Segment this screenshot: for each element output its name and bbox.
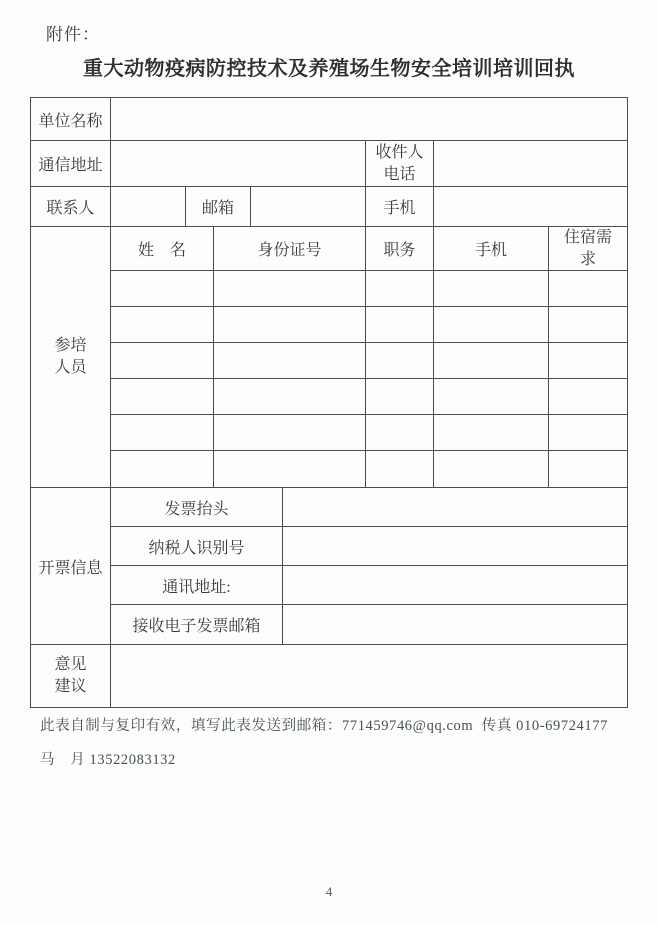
participant-cell bbox=[434, 343, 549, 378]
footer-note: 此表自制与复印有效，填写此表发送到邮箱：771459746@qq.com 传真 010-69724177 bbox=[40, 718, 608, 734]
invoice-taxid-label: 纳税人识别号 bbox=[111, 527, 283, 565]
contact-label: 联系人 bbox=[31, 187, 111, 226]
invoice-einvoice-email-label: 接收电子发票邮箱 bbox=[111, 605, 283, 644]
email-value bbox=[251, 187, 366, 226]
participant-cell bbox=[366, 307, 434, 342]
unit-name-label: 单位名称 bbox=[31, 98, 111, 140]
participant-row bbox=[111, 379, 627, 415]
participant-rows bbox=[111, 227, 627, 487]
attachment-label: 附件： bbox=[46, 25, 100, 44]
invoice-address-label: 通讯地址: bbox=[111, 566, 283, 604]
invoice-section bbox=[31, 488, 627, 645]
participant-cell bbox=[111, 451, 214, 487]
participants-section bbox=[31, 227, 627, 488]
participant-row bbox=[111, 271, 627, 307]
participant-cell bbox=[214, 307, 366, 342]
mobile-value bbox=[434, 187, 627, 226]
recipient-phone-value bbox=[434, 141, 627, 186]
participant-cell bbox=[549, 379, 627, 414]
participant-cell bbox=[111, 271, 214, 306]
invoice-row-address bbox=[111, 566, 627, 605]
participant-col-mobile: 手机 bbox=[434, 227, 549, 270]
participant-col-position: 职务 bbox=[366, 227, 434, 270]
invoice-title-value bbox=[283, 488, 627, 526]
participant-cell bbox=[214, 343, 366, 378]
participant-col-lodging-text: 住宿需求 bbox=[563, 228, 612, 268]
invoice-row-taxid bbox=[111, 527, 627, 566]
email-label: 邮箱 bbox=[186, 187, 251, 226]
participant-cell bbox=[434, 379, 549, 414]
participant-cell bbox=[111, 307, 214, 342]
participant-cell bbox=[366, 451, 434, 487]
participant-row bbox=[111, 415, 627, 451]
participant-cell bbox=[549, 343, 627, 378]
participant-cell bbox=[434, 307, 549, 342]
invoice-rows bbox=[111, 488, 627, 644]
page-title: 重大动物疫病防控技术及养殖场生物安全培训培训回执 bbox=[83, 58, 575, 80]
participant-cell bbox=[434, 415, 549, 450]
mailing-address-value bbox=[111, 141, 366, 186]
feedback-label-text: 意见建议 bbox=[54, 656, 87, 695]
participant-header-row bbox=[111, 227, 627, 271]
participant-row bbox=[111, 343, 627, 379]
form-table bbox=[30, 97, 628, 708]
recipient-phone-label-text: 收件人电话 bbox=[375, 143, 424, 183]
participant-cell bbox=[549, 271, 627, 306]
participant-row bbox=[111, 307, 627, 343]
participant-cell bbox=[111, 379, 214, 414]
participant-cell bbox=[214, 451, 366, 487]
invoice-address-value bbox=[283, 566, 627, 604]
participants-label-text: 参培人员 bbox=[54, 337, 87, 376]
participants-label bbox=[31, 227, 111, 487]
participant-col-name: 姓 名 bbox=[111, 227, 214, 270]
participant-row bbox=[111, 451, 627, 487]
participant-cell bbox=[366, 379, 434, 414]
mailing-address-label: 通信地址 bbox=[31, 141, 111, 186]
mobile-label: 手机 bbox=[366, 187, 434, 226]
participant-cell bbox=[111, 343, 214, 378]
unit-name-row bbox=[31, 98, 627, 141]
page-number: 4 bbox=[325, 884, 333, 899]
participant-cell bbox=[366, 343, 434, 378]
feedback-label bbox=[31, 645, 111, 707]
participant-cell bbox=[434, 451, 549, 487]
participant-cell bbox=[366, 271, 434, 306]
participant-cell bbox=[549, 415, 627, 450]
participant-cell bbox=[434, 271, 549, 306]
footer-contact: 马 月 13522083132 bbox=[40, 752, 176, 768]
invoice-row-title bbox=[111, 488, 627, 527]
invoice-label: 开票信息 bbox=[31, 488, 111, 644]
participant-cell bbox=[214, 271, 366, 306]
participant-cell bbox=[549, 307, 627, 342]
feedback-row bbox=[31, 645, 627, 707]
unit-name-value bbox=[111, 98, 627, 140]
recipient-phone-label bbox=[366, 141, 434, 186]
contact-row bbox=[31, 187, 627, 227]
invoice-row-einvoice-email bbox=[111, 605, 627, 644]
participant-cell bbox=[549, 451, 627, 487]
participant-cell bbox=[214, 379, 366, 414]
feedback-value bbox=[111, 645, 627, 707]
participant-col-id: 身份证号 bbox=[214, 227, 366, 270]
invoice-einvoice-email-value bbox=[283, 605, 627, 644]
contact-value bbox=[111, 187, 186, 226]
invoice-taxid-value bbox=[283, 527, 627, 565]
participant-cell bbox=[111, 415, 214, 450]
invoice-title-label: 发票抬头 bbox=[111, 488, 283, 526]
participant-cell bbox=[214, 415, 366, 450]
participant-cell bbox=[366, 415, 434, 450]
mailing-address-row bbox=[31, 141, 627, 187]
participant-col-lodging bbox=[549, 227, 627, 270]
